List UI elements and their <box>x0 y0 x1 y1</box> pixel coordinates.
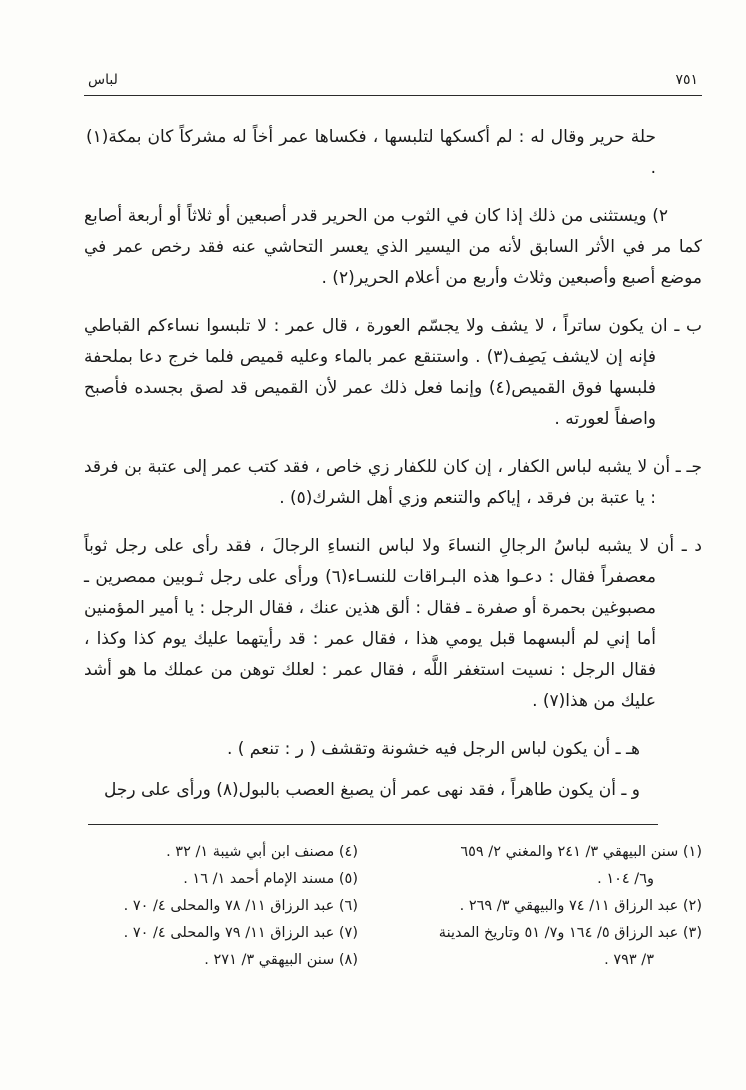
footnotes-block <box>84 824 702 974</box>
paragraph-item-waw: و ـ أن يكون طاهراً ، فقد نهى عمر أن يصبغ العصب بالبول(٨) ورأى على رجل <box>104 780 640 800</box>
footnote-line: (٣) عبد الرزاق ٥/ ١٦٤ و٧/ ٥١ وتاريخ المدينة <box>438 925 702 941</box>
footnotes-left-column <box>86 839 358 974</box>
footnote-3 <box>380 920 702 974</box>
paragraph-item-jim: جـ ـ أن لا يشبه لباس الكفار ، إن كان للكفار زي خاص ، فقد كتب عمر إلى عتبة بن فرقد : يا عتبة بن فرقد ، إياكم والتنعم وزي أهل الشرك(٥) . <box>84 457 702 508</box>
header-rule <box>84 95 702 96</box>
footnote-6 <box>86 893 358 920</box>
footnote-rule <box>88 824 658 825</box>
running-head: لباس <box>88 72 118 88</box>
footnote-line: و٦/ ١٠٤ . <box>597 871 654 887</box>
footnote-7 <box>86 920 358 947</box>
footnote-5 <box>86 866 358 893</box>
footnote-line: (٨) سنن البيهقي ٣/ ٢٧١ . <box>204 952 358 968</box>
footnote-8 <box>86 947 358 974</box>
footnotes-right-column <box>380 839 702 974</box>
page-header <box>84 72 702 95</box>
footnote-line: (٥) مسند الإمام أحمد ١/ ١٦ . <box>183 871 358 887</box>
footnote-line: (٤) مصنف ابن أبي شيبة ١/ ٣٢ . <box>166 844 358 860</box>
paragraph-item-ba: ب ـ ان يكون ساتراً ، لا يشف ولا يجسّم العورة ، قال عمر : لا تلبسوا نساءكم القباطي فإنه إن لايشف يَصِف(٣) . واستنقع عمر بالماء وعليه قميص فلما خرج دعا بملحفة فلبسها فوق القميص(٤) وإنما فعل ذلك عمر لأن القميص قد لصق بجسده فأصبح واصفاً لعورته . <box>84 316 702 429</box>
paragraph-numbered-2: ٢) ويستثنى من ذلك إذا كان في الثوب من الحرير قدر أصبعين أو ثلاثاً أو أربعة أصابع كما مر في الأثر السابق لأنه من اليسير الذي يعسر التحاشي عنه فقد رخص عمر في موضع أصبع وأصبعين وثلاث وأربع من أعلام الحرير(٢) . <box>84 206 702 288</box>
paragraph-item-ha: هـ ـ أن يكون لباس الرجل فيه خشونة وتقشف ( ر : تنعم ) . <box>226 739 640 759</box>
footnotes <box>84 839 702 974</box>
footnote-line: (٦) عبد الرزاق ١١/ ٧٨ والمحلى ٤/ ٧٠ . <box>123 898 358 914</box>
footnote-line: (٧) عبد الرزاق ١١/ ٧٩ والمحلى ٤/ ٧٠ . <box>123 925 358 941</box>
paragraph-item-dal: د ـ أن لا يشبه لباسُ الرجالِ النساءَ ولا لباس النساءِ الرجالَ ، فقد رأى على رجل ثوباً معصفراً فقال : دعـوا هذه البـراقات للنسـاء(٦) ورأى على رجل ثـوبين ممصرين ـ مصبوغين بحمرة أو صفرة ـ فقال : ألق هذين عنك ، فقال الرجل : يا أمير المؤمنين أما إني لم ألبسهما قبل يومي هذا ، فقال عمر : قد رأيتهما عليك يوم كذا وكذا ، فقال الرجل : نسيت استغفر اللَّه ، فقال عمر : لعلك توهن من عملك ما هو أشد عليك من هذا(٧) . <box>84 536 702 711</box>
footnote-line: ٣/ ٧٩٣ . <box>604 952 654 968</box>
footnote-2 <box>380 893 702 920</box>
footnote-line: (١) سنن البيهقي ٣/ ٢٤١ والمغني ٢/ ٦٥٩ <box>460 844 702 860</box>
page-number: ٧٥١ <box>675 72 698 88</box>
footnote-line: (٢) عبد الرزاق ١١/ ٧٤ والبيهقي ٣/ ٢٦٩ . <box>459 898 702 914</box>
footnote-4 <box>86 839 358 866</box>
paragraph-continuation: حلة حرير وقال له : لم أكسكها لتلبسها ، فكساها عمر أخاً له مشركاً كان بمكة(١) . <box>86 127 656 178</box>
footnote-1 <box>380 839 702 893</box>
body-text <box>84 122 702 806</box>
